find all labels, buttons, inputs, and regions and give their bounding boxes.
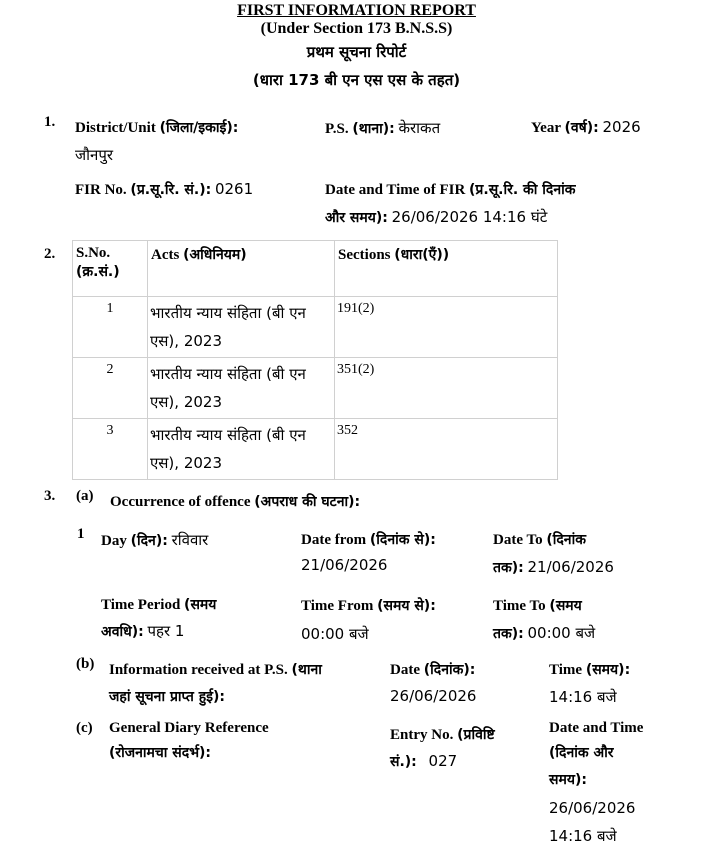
fir-datetime-label-line2: और समय): 26/06/2026 14:16 घंटे xyxy=(325,208,548,226)
time-period-label: Time Period (समय xyxy=(101,597,217,613)
row-sno: 3 xyxy=(73,419,148,480)
table-row xyxy=(73,358,558,419)
row-section: 352 xyxy=(335,419,558,480)
time-period-label-line2: अवधि): पहर 1 xyxy=(101,622,185,640)
sno-header: S.No. (क्र.सं.) xyxy=(73,241,148,297)
district-value: जौनपुर xyxy=(75,146,113,164)
fir-number-value: 0261 xyxy=(214,180,254,198)
report-subtitle: (Under Section 173 B.N.S.S) xyxy=(260,20,453,37)
entry-number-value: 027 xyxy=(428,752,458,770)
acts-sections-table xyxy=(72,240,558,480)
time-to-value: 00:00 बजे xyxy=(527,624,596,642)
table-row xyxy=(73,419,558,480)
row-sno: 1 xyxy=(73,297,148,358)
gd-time-value: 14:16 बजे xyxy=(549,827,617,845)
date-to-label: Date To (दिनांक xyxy=(493,532,586,548)
info-date-value: 26/06/2026 xyxy=(390,687,477,705)
occurrence-title: Occurrence of offence (अपराध की घटना): xyxy=(110,494,361,510)
police-station-value: केराकत xyxy=(398,119,441,137)
row-act: भारतीय न्याय संहिता (बी एन एस), 2023 xyxy=(148,419,335,480)
time-to-label-line2: तक): 00:00 बजे xyxy=(493,624,596,642)
year-value: 2026 xyxy=(602,118,641,136)
table-header-row xyxy=(73,241,558,297)
info-time-label: Time (समय): xyxy=(549,662,631,678)
row-section: 191(2) xyxy=(335,297,558,358)
year-label: Year (वर्ष): 2026 xyxy=(531,118,641,136)
row-sno: 2 xyxy=(73,358,148,419)
police-station-label: P.S. (थाना): केराकत xyxy=(325,119,441,137)
acts-header: Acts (अधिनियम) xyxy=(148,241,335,297)
report-hindi-subtitle: (धारा 173 बी एन एस एस के तहत) xyxy=(252,71,461,89)
fir-datetime-label: Date and Time of FIR (प्र.सू.रि. की दिनांक xyxy=(325,182,576,198)
section-1-number: 1. xyxy=(44,114,56,130)
sections-header: Sections (धारा(एँ)) xyxy=(335,241,558,297)
section-3a-letter: (a) xyxy=(76,488,94,504)
time-from-value: 00:00 बजे xyxy=(301,625,369,643)
date-to-value: 21/06/2026 xyxy=(527,558,614,576)
occurrence-row-number: 1 xyxy=(77,526,85,542)
gd-reference-label-hindi: (रोजनामचा संदर्भ): xyxy=(109,745,212,761)
fir-number-label: FIR No. (प्र.सू.रि. सं.): 0261 xyxy=(75,180,254,198)
section-3c-letter: (c) xyxy=(76,720,93,736)
district-label: District/Unit (जिला/इकाई): xyxy=(75,120,239,136)
gd-datetime-label-hindi: (दिनांक और xyxy=(549,745,614,761)
entry-number-label: Entry No. (प्रविष्टि xyxy=(390,727,495,743)
gd-reference-label: General Diary Reference xyxy=(109,720,269,736)
table-row xyxy=(73,297,558,358)
row-act: भारतीय न्याय संहिता (बी एन एस), 2023 xyxy=(148,297,335,358)
section-2-number: 2. xyxy=(44,246,56,262)
info-received-label: Information received at P.S. (थाना xyxy=(109,662,322,678)
info-time-value: 14:16 बजे xyxy=(549,688,617,706)
section-3-number: 3. xyxy=(44,488,56,504)
date-to-label-line2: तक): 21/06/2026 xyxy=(493,558,614,576)
info-date-label: Date (दिनांक): xyxy=(390,662,476,678)
date-from-value: 21/06/2026 xyxy=(301,556,388,574)
time-from-label: Time From (समय से): xyxy=(301,598,436,614)
gd-date-value: 26/06/2026 xyxy=(549,799,636,817)
day-value: रविवार xyxy=(171,531,209,549)
gd-datetime-label-hindi-line2: समय): xyxy=(549,772,587,788)
section-3b-letter: (b) xyxy=(76,656,95,672)
entry-number-label-line2: सं.): 027 xyxy=(390,752,458,770)
report-hindi-title: प्रथम सूचना रिपोर्ट xyxy=(306,43,407,61)
row-section: 351(2) xyxy=(335,358,558,419)
gd-datetime-label: Date and Time xyxy=(549,720,644,736)
fir-datetime-value: 26/06/2026 14:16 घंटे xyxy=(391,208,548,226)
row-act: भारतीय न्याय संहिता (बी एन एस), 2023 xyxy=(148,358,335,419)
date-from-label: Date from (दिनांक से): xyxy=(301,532,436,548)
info-received-label-line2: जहां सूचना प्राप्त हुई): xyxy=(109,689,226,705)
report-title: FIRST INFORMATION REPORT xyxy=(237,2,476,19)
day-label: Day (दिन): रविवार xyxy=(101,531,209,549)
time-to-label: Time To (समय xyxy=(493,598,582,614)
time-period-value: पहर 1 xyxy=(147,622,185,640)
